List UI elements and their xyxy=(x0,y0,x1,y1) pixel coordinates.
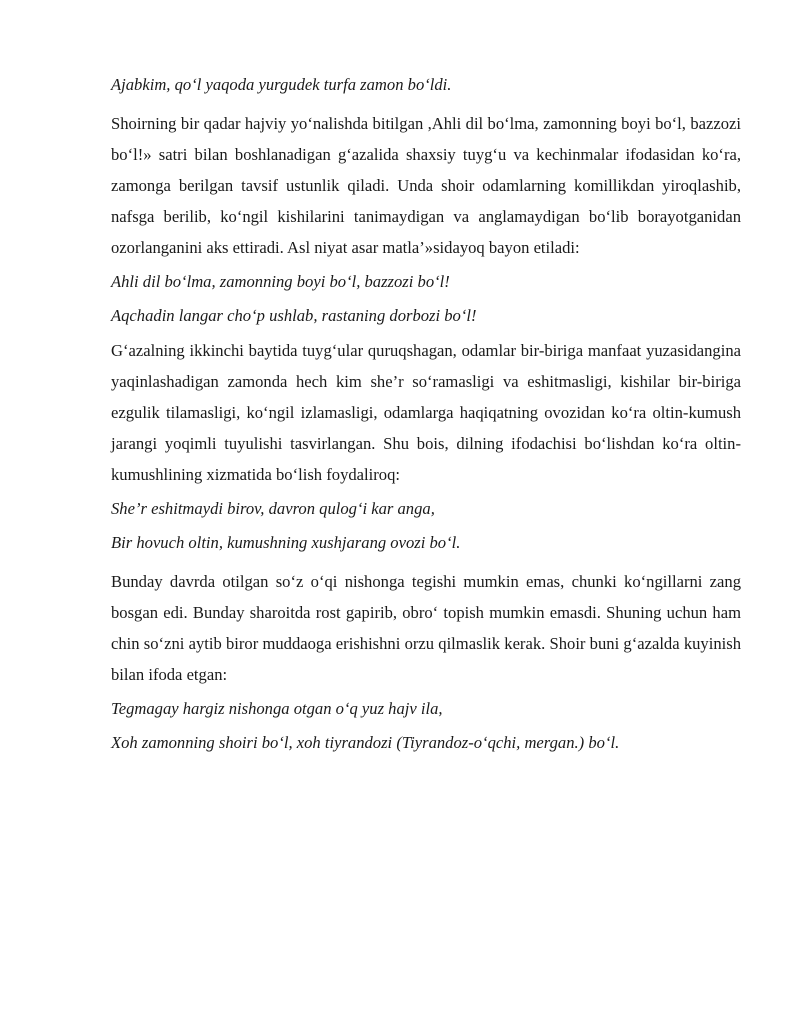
document-page xyxy=(111,70,741,758)
verse-line: She’r eshitmaydi birov, davron qulog‘i kar anga, xyxy=(111,499,435,518)
paragraph: Bunday davrda otilgan so‘z o‘qi nishonga tegishi mumkin emas, chunki ko‘ngillarni zang bosgan edi. Bunday sharoitda rost gapirib, obro‘ topish mumkin emasdi. Shuning uchun ham chin so‘zni aytib biror muddaoga erishishni orzu qilmaslik kerak. Shoir buni g‘azalda kuyinish bilan ifoda etgan: xyxy=(111,572,741,684)
verse-line: Ahli dil bo‘lma, zamonning boyi bo‘l, bazzozi bo‘l! xyxy=(111,272,450,291)
verse-line: Aqchadin langar cho‘p ushlab, rastaning dorbozi bo‘l! xyxy=(111,306,477,325)
verse-line: Ajabkim, qo‘l yaqoda yurgudek turfa zamon bo‘ldi. xyxy=(111,75,452,94)
verse-line: Tegmagay hargiz nishonga otgan o‘q yuz hajv ila, xyxy=(111,699,443,718)
verse-line: Bir hovuch oltin, kumushning xushjarang ovozi bo‘l. xyxy=(111,533,461,552)
paragraph: Shoirning bir qadar hajviy yo‘nalishda bitilgan ,Ahli dil bo‘lma, zamonning boyi bo‘l, bazzozi bo‘l!» satri bilan boshlanadigan g‘azalida shaxsiy tuyg‘u va kechinmalar ifodasidan ko‘ra, zamonga berilgan tavsif ustunlik qiladi. Unda shoir odamlarning komillikdan yiroqlashib, nafsga berilib, ko‘ngil kishilarini tanimaydigan va anglamaydigan bo‘lib borayotganidan ozorlanganini aks ettiradi. Asl niyat asar matla’»sidayoq bayon etiladi: xyxy=(111,114,741,257)
paragraph: G‘azalning ikkinchi baytida tuyg‘ular quruqshagan, odamlar bir-biriga manfaat yuzasidangina yaqinlashadigan zamonda hech kim she’r so‘ramasligi va eshitmasligi, kishilar bir-biriga ezgulik tilamasligi, ko‘ngil izlamasligi, odamlarga haqiqatning ovozidan ko‘ra oltin-kumush jarangi yoqimli tuyulishi tasvirlangan. Shu bois, dilning ifodachisi bo‘lishdan ko‘ra oltin-kumushlining xizmatida bo‘lish foydaliroq: xyxy=(111,341,741,484)
verse-line: Xoh zamonning shoiri bo‘l, xoh tiyrandozi (Tiyrandoz-o‘qchi, mergan.) bo‘l. xyxy=(111,733,620,752)
